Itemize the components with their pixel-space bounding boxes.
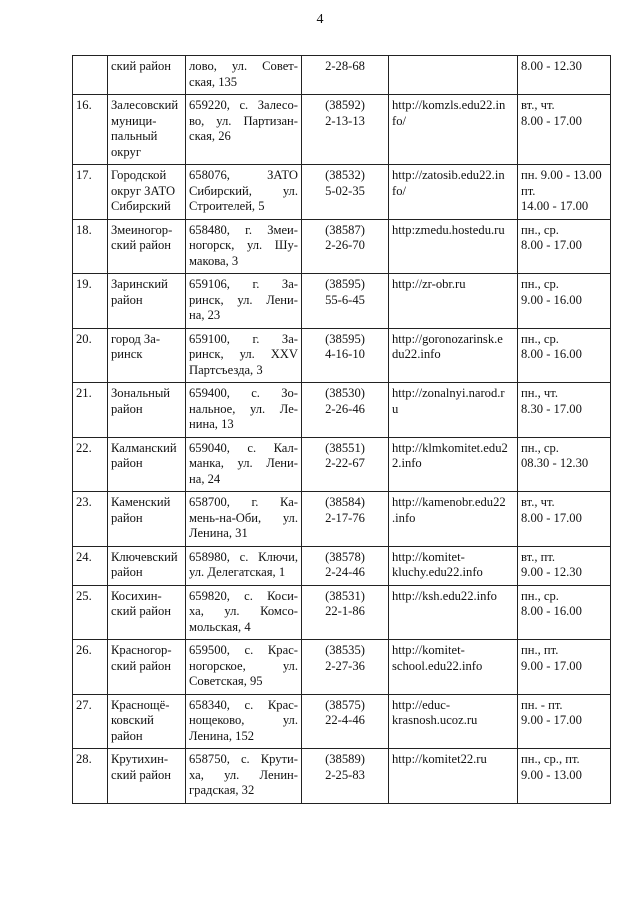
reception-hours-line: 08.30 - 12.30 <box>521 456 589 470</box>
reception-hours-line: 8.00 - 16.00 <box>521 347 582 361</box>
row-number-cell <box>73 274 108 329</box>
row-number-cell <box>73 383 108 438</box>
reception-hours-cell <box>518 640 611 695</box>
row-number: 20. <box>76 331 92 346</box>
district-name-cell <box>108 274 186 329</box>
website-line[interactable]: http://kamenobr.edu22 <box>392 495 506 509</box>
district-name-cell <box>108 219 186 274</box>
phone-number-line: 22-1-86 <box>325 604 365 618</box>
district-name-cell <box>108 328 186 383</box>
postal-address-cell <box>186 219 302 274</box>
postal-address-cell <box>186 56 302 95</box>
website-line[interactable]: http://komzls.edu22.in <box>392 98 506 112</box>
reception-hours-cell <box>518 56 611 95</box>
postal-address-line: мольская, 4 <box>189 619 251 634</box>
row-number: 25. <box>76 588 92 603</box>
district-name-cell <box>108 546 186 585</box>
reception-hours-line: пн., ср. <box>521 440 559 455</box>
phone-number-line: 2-13-13 <box>325 113 365 128</box>
phone-number-line: (38532) <box>325 168 365 182</box>
reception-hours-line: 8.00 - 12.30 <box>521 59 582 73</box>
phone-number-line: (38535) <box>325 643 365 657</box>
district-name-line: Крутихин- <box>111 752 169 766</box>
reception-hours-cell <box>518 694 611 749</box>
postal-address-line: на, 23 <box>189 308 221 322</box>
row-number: 18. <box>76 222 92 237</box>
row-number: 17. <box>76 168 92 182</box>
phone-number-line: 2-22-67 <box>325 456 365 470</box>
district-name-line: район <box>111 456 143 470</box>
postal-address-line: 658700, г. Ка- <box>189 495 298 509</box>
page-number: 4 <box>316 12 324 27</box>
postal-address-line: на, 24 <box>189 471 221 486</box>
table-row <box>73 546 611 585</box>
reception-hours-line: пн., ср. <box>521 277 559 291</box>
reception-hours-line: пн. 9.00 - 13.00 <box>521 168 602 182</box>
postal-address-line: нальное, ул. Ле- <box>189 401 298 416</box>
row-number: 16. <box>76 98 92 112</box>
row-number: 22. <box>76 440 92 455</box>
row-number: 26. <box>76 643 92 657</box>
postal-address-line: Ленина, 31 <box>189 526 248 540</box>
district-name-line: Косихин- <box>111 588 162 603</box>
row-number-cell <box>73 219 108 274</box>
table-row <box>73 95 611 165</box>
district-name-cell <box>108 437 186 492</box>
postal-address-cell <box>186 640 302 695</box>
postal-address-cell <box>186 437 302 492</box>
row-number: 27. <box>76 697 92 712</box>
row-number-cell <box>73 694 108 749</box>
phone-number-cell <box>302 383 389 438</box>
district-name-line: район <box>111 565 143 579</box>
reception-hours-cell <box>518 546 611 585</box>
phone-number-line: (38578) <box>325 549 365 564</box>
row-number: 19. <box>76 277 92 291</box>
district-name-cell <box>108 640 186 695</box>
postal-address-line: ул. Делегатская, 1 <box>189 565 286 579</box>
postal-address-cell <box>186 694 302 749</box>
district-name-line: Ключевский <box>111 549 178 564</box>
district-name-cell <box>108 585 186 640</box>
reception-hours-line: пт. <box>521 183 536 198</box>
district-name-line: район <box>111 728 143 743</box>
website-line[interactable]: fo/ <box>392 113 406 128</box>
district-name-line: Краснощё- <box>111 697 170 712</box>
reception-hours-cell <box>518 95 611 165</box>
reception-hours-line: пн., ср. <box>521 222 559 237</box>
postal-address-line: нина, 13 <box>189 417 234 431</box>
table-row <box>73 694 611 749</box>
postal-address-line: 659820, с. Коси- <box>189 588 298 603</box>
reception-hours-cell <box>518 383 611 438</box>
district-name-line: Зональный <box>111 386 171 400</box>
website-cell <box>389 219 518 274</box>
postal-address-line: Советская, 95 <box>189 674 263 688</box>
postal-address-line: 658340, с. Крас- <box>189 697 298 712</box>
phone-number-line: 2-25-83 <box>325 767 365 782</box>
reception-hours-cell <box>518 219 611 274</box>
reception-hours-line: пн., ср. <box>521 331 559 346</box>
phone-number-line: (38530) <box>325 386 365 400</box>
phone-number-cell <box>302 492 389 547</box>
row-number-cell <box>73 492 108 547</box>
postal-address-line: 659040, с. Кал- <box>189 440 298 455</box>
postal-address-cell <box>186 749 302 804</box>
website-cell <box>389 328 518 383</box>
district-name-line: округ <box>111 144 142 159</box>
phone-number-line: 2-17-76 <box>325 510 365 525</box>
postal-address-line: 658076, ЗАТО <box>189 168 298 182</box>
postal-address-line: ская, 135 <box>189 74 238 89</box>
education-departments-table <box>72 55 611 804</box>
website-line[interactable]: http://klmkomitet.edu2 <box>392 440 508 455</box>
phone-number-line: 2-28-68 <box>325 59 365 73</box>
table-row <box>73 274 611 329</box>
district-name-line: район <box>111 401 143 416</box>
postal-address-line: нощеково, ул. <box>189 713 298 727</box>
website-cell <box>389 437 518 492</box>
table-row <box>73 383 611 438</box>
website-line[interactable]: kluchy.edu22.info <box>392 565 483 579</box>
row-number: 23. <box>76 495 92 509</box>
postal-address-line: 658980, с. Ключи, <box>189 549 298 564</box>
phone-number-cell <box>302 328 389 383</box>
row-number-cell <box>73 585 108 640</box>
reception-hours-cell <box>518 492 611 547</box>
postal-address-line: ская, 26 <box>189 129 231 143</box>
phone-number-line: 4-16-10 <box>325 347 365 361</box>
reception-hours-line: 8.00 - 17.00 <box>521 510 582 525</box>
row-number-cell <box>73 749 108 804</box>
district-name-cell <box>108 95 186 165</box>
reception-hours-line: пн., ср., пт. <box>521 752 580 766</box>
phone-number-line: (38531) <box>325 588 365 603</box>
postal-address-line: градская, 32 <box>189 783 255 797</box>
website-cell <box>389 383 518 438</box>
website-cell <box>389 546 518 585</box>
reception-hours-line: пн., ср. <box>521 588 559 603</box>
postal-address-line: ногорское, ул. <box>189 658 298 673</box>
table-row <box>73 56 611 95</box>
district-name-line: Городской <box>111 168 167 182</box>
postal-address-cell <box>186 383 302 438</box>
reception-hours-line: вт., чт. <box>521 98 555 112</box>
reception-hours-line: 8.30 - 17.00 <box>521 401 582 416</box>
row-number-cell <box>73 95 108 165</box>
website-line[interactable]: http://zr-obr.ru <box>392 277 466 291</box>
table-row <box>73 492 611 547</box>
district-name-line: Сибирский <box>111 199 171 213</box>
table-row <box>73 328 611 383</box>
phone-number-line: (38595) <box>325 277 365 291</box>
district-name-line: район <box>111 510 143 525</box>
reception-hours-line: пн. - пт. <box>521 697 563 712</box>
postal-address-cell <box>186 585 302 640</box>
postal-address-line: манка, ул. Лени- <box>189 456 298 470</box>
table-row <box>73 640 611 695</box>
website-line[interactable]: http://zonalnyi.narod.r <box>392 386 505 400</box>
phone-number-cell <box>302 546 389 585</box>
website-cell <box>389 585 518 640</box>
phone-number-cell <box>302 56 389 95</box>
row-number: 24. <box>76 549 92 564</box>
postal-address-line: Сибирский, ул. <box>189 183 298 198</box>
phone-number-line: (38551) <box>325 440 365 455</box>
reception-hours-line: 9.00 - 16.00 <box>521 292 582 307</box>
district-name-cell <box>108 694 186 749</box>
district-name-line: район <box>111 292 143 307</box>
website-cell <box>389 640 518 695</box>
district-name-line: Калманский <box>111 440 177 455</box>
row-number-cell <box>73 328 108 383</box>
reception-hours-cell <box>518 585 611 640</box>
phone-number-cell <box>302 274 389 329</box>
phone-number-line: 22-4-46 <box>325 713 365 727</box>
row-number-cell <box>73 437 108 492</box>
phone-number-line: (38575) <box>325 697 365 712</box>
website-cell <box>389 492 518 547</box>
row-number: 28. <box>76 752 92 766</box>
phone-number-cell <box>302 694 389 749</box>
phone-number-cell <box>302 437 389 492</box>
reception-hours-line: 8.00 - 16.00 <box>521 604 582 618</box>
website-cell <box>389 165 518 220</box>
website-line[interactable]: krasnosh.ucoz.ru <box>392 713 478 727</box>
website-line[interactable]: http://zatosib.edu22.in <box>392 168 505 182</box>
phone-number-line: (38589) <box>325 752 365 766</box>
reception-hours-cell <box>518 274 611 329</box>
reception-hours-line: пн., чт. <box>521 386 558 400</box>
district-name-line: Заринский <box>111 277 168 291</box>
reception-hours-line: 8.00 - 17.00 <box>521 113 582 128</box>
reception-hours-line: 9.00 - 17.00 <box>521 658 582 673</box>
phone-number-cell <box>302 640 389 695</box>
postal-address-line: 659400, с. Зо- <box>189 386 298 400</box>
reception-hours-line: пн., пт. <box>521 643 559 657</box>
website-cell <box>389 694 518 749</box>
postal-address-line: лово, ул. Совет- <box>189 59 298 73</box>
reception-hours-cell <box>518 328 611 383</box>
district-name-cell <box>108 492 186 547</box>
phone-number-line: 2-24-46 <box>325 565 365 579</box>
district-name-cell <box>108 56 186 95</box>
website-line[interactable]: .info <box>392 510 416 525</box>
reception-hours-line: вт., пт. <box>521 549 556 564</box>
table-row <box>73 219 611 274</box>
district-name-cell <box>108 165 186 220</box>
phone-number-line: 2-26-70 <box>325 238 365 252</box>
phone-number-line: (38584) <box>325 495 365 509</box>
postal-address-line: Строителей, 5 <box>189 199 265 213</box>
postal-address-line: 659106, г. За- <box>189 277 298 291</box>
table-body <box>73 56 611 804</box>
phone-number-line: 2-26-46 <box>325 401 365 416</box>
district-name-cell <box>108 749 186 804</box>
district-name-line: пальный <box>111 129 158 143</box>
postal-address-cell <box>186 274 302 329</box>
district-name-line: город За- <box>111 331 161 346</box>
reception-hours-line: 9.00 - 17.00 <box>521 713 582 727</box>
district-name-cell <box>108 383 186 438</box>
postal-address-line: мень-на-Оби, ул. <box>189 510 298 525</box>
table-row <box>73 749 611 804</box>
postal-address-line: ринск, ул. Лени- <box>189 292 298 307</box>
reception-hours-cell <box>518 437 611 492</box>
reception-hours-line: 14.00 - 17.00 <box>521 199 589 213</box>
district-name-line: ский район <box>111 604 171 618</box>
website-line[interactable]: http://goronozarinsk.e <box>392 331 503 346</box>
district-name-line: ский район <box>111 59 171 73</box>
postal-address-line: макова, 3 <box>189 253 239 268</box>
phone-number-cell <box>302 749 389 804</box>
website-line[interactable]: http:zmedu.hostedu.ru <box>392 222 505 237</box>
phone-number-line: 2-27-36 <box>325 658 365 673</box>
website-cell <box>389 274 518 329</box>
postal-address-cell <box>186 95 302 165</box>
phone-number-cell <box>302 219 389 274</box>
website-line[interactable]: http://educ- <box>392 697 451 712</box>
table-row <box>73 165 611 220</box>
district-name-line: Залесовский <box>111 98 179 112</box>
postal-address-cell <box>186 165 302 220</box>
postal-address-line: ха, ул. Комсо- <box>189 604 298 618</box>
reception-hours-cell <box>518 165 611 220</box>
district-name-line: Красногор- <box>111 643 172 657</box>
website-line[interactable]: http://komitet- <box>392 549 465 564</box>
row-number <box>76 59 104 75</box>
district-name-line: ский район <box>111 767 171 782</box>
postal-address-line: 659100, г. За- <box>189 331 298 346</box>
postal-address-line: 659220, с. Залесо- <box>189 98 298 112</box>
row-number-cell <box>73 165 108 220</box>
district-name-line: ковский <box>111 713 154 727</box>
phone-number-line: (38587) <box>325 222 365 237</box>
district-name-line: ский район <box>111 658 171 673</box>
phone-number-cell <box>302 165 389 220</box>
postal-address-line: 659500, с. Крас- <box>189 643 298 657</box>
website-cell <box>389 749 518 804</box>
phone-number-line: 55-6-45 <box>325 292 365 307</box>
website-cell <box>389 95 518 165</box>
postal-address-line: ринск, ул. XXV <box>189 347 298 361</box>
district-name-line: ский район <box>111 238 171 252</box>
row-number-cell <box>73 546 108 585</box>
postal-address-cell <box>186 328 302 383</box>
reception-hours-line: 9.00 - 12.30 <box>521 565 582 579</box>
phone-number-line: 5-02-35 <box>325 183 365 198</box>
postal-address-line: ха, ул. Ленин- <box>189 767 298 782</box>
row-number-cell <box>73 56 108 95</box>
website-line[interactable]: http://ksh.edu22.info <box>392 588 497 603</box>
reception-hours-line: 8.00 - 17.00 <box>521 238 582 252</box>
website-line[interactable]: fo/ <box>392 183 406 198</box>
reception-hours-line: 9.00 - 13.00 <box>521 767 582 782</box>
phone-number-line: (38595) <box>325 331 365 346</box>
phone-number-cell <box>302 585 389 640</box>
postal-address-line: 658480, г. Змеи- <box>189 222 298 237</box>
district-name-line: Каменский <box>111 495 171 509</box>
postal-address-line: во, ул. Партизан- <box>189 113 298 128</box>
table-row <box>73 437 611 492</box>
postal-address-cell <box>186 492 302 547</box>
postal-address-cell <box>186 546 302 585</box>
website-cell <box>389 56 518 95</box>
postal-address-line: 658750, с. Крути- <box>189 752 298 766</box>
postal-address-line: ногорск, ул. Шу- <box>189 238 298 252</box>
website-line[interactable]: http://komitet- <box>392 643 465 657</box>
website-line[interactable]: school.edu22.info <box>392 658 483 673</box>
district-name-line: муници- <box>111 113 157 128</box>
reception-hours-line: вт., чт. <box>521 495 555 509</box>
phone-number-cell <box>302 95 389 165</box>
postal-address-line: Партсъезда, 3 <box>189 362 263 377</box>
row-number: 21. <box>76 386 92 400</box>
district-name-line: ринск <box>111 347 143 361</box>
row-number-cell <box>73 640 108 695</box>
table-row <box>73 585 611 640</box>
postal-address-line: Ленина, 152 <box>189 728 255 743</box>
website-line[interactable] <box>392 59 514 75</box>
phone-number-line: (38592) <box>325 98 365 112</box>
district-name-line: округ ЗАТО <box>111 183 176 198</box>
website-line[interactable]: http://komitet22.ru <box>392 752 487 766</box>
reception-hours-cell <box>518 749 611 804</box>
website-line[interactable]: du22.info <box>392 347 441 361</box>
website-line[interactable]: 2.info <box>392 456 422 470</box>
website-line[interactable]: u <box>392 401 399 416</box>
district-name-line: Змеиногор- <box>111 222 173 237</box>
